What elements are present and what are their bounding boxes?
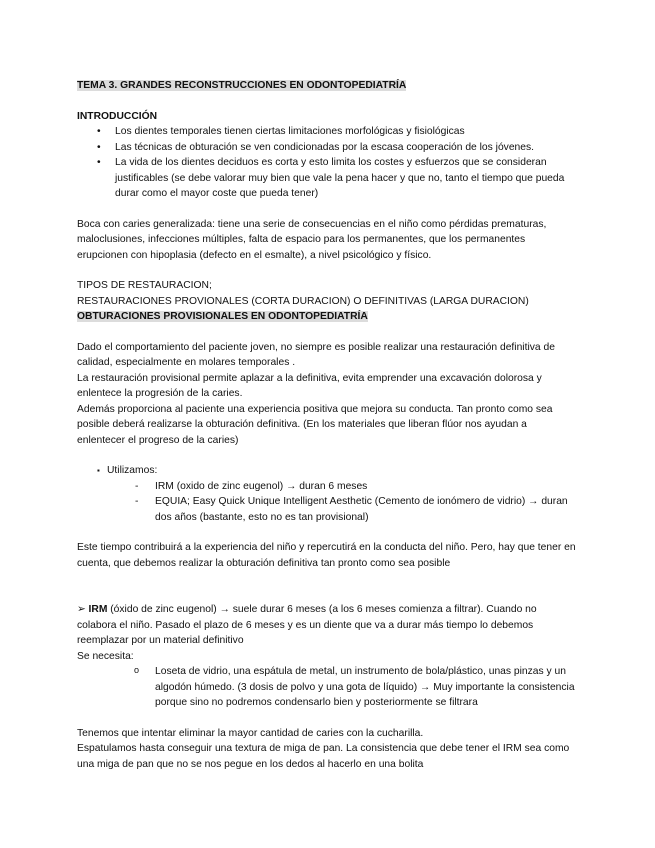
tiempo-paragraph: Este tiempo contribuirá a la experiencia del niño y repercutirá en la conducta del niño. Pero, hay que tener en cuenta, que debemos realizar la obturación definitiva tan pronto como sea posible: [77, 542, 576, 569]
list-item: - IRM (oxido de zinc eugenol) → duran 6 meses: [77, 479, 577, 495]
arrow-bullet-icon: ➢: [77, 604, 86, 615]
paragraph: Tenemos que intentar eliminar la mayor cantidad de caries con la cucharilla.: [77, 727, 424, 739]
obturaciones-heading: OBTURACIONES PROVISIONALES EN ODONTOPEDIATRÍA: [77, 311, 368, 322]
paragraph: Además proporciona al paciente una experiencia positiva que mejora su conducta. Tan pronto como sea posible deberá realizarse la obturación definitiva. (En los materiales que liberan flúor nos ayudan a enlentecer el progreso de la caries): [77, 403, 553, 446]
document-title: TEMA 3. GRANDES RECONSTRUCCIONES EN ODONTOPEDIATRÍA: [77, 80, 407, 91]
list-item: - EQUIA; Easy Quick Unique Intelligent Aesthetic (Cemento de ionómero de vidrio) → duran dos años (bastante, esto no es tan provisional): [77, 494, 577, 525]
list-item: • Los dientes temporales tienen ciertas limitaciones morfológicas y fisiológicas: [77, 124, 577, 140]
intro-bullet-list: [77, 124, 577, 202]
paragraph: La restauración provisional permite aplazar a la definitiva, evita emprender una excavación dolorosa y enlentece la progresión de la caries.: [77, 372, 542, 399]
paragraph: Dado el comportamiento del paciente joven, no siempre es posible realizar una restauración definitiva de calidad, especialmente en molares temporales .: [77, 341, 555, 368]
tipos-line: TIPOS DE RESTAURACION;: [77, 280, 212, 291]
irm-bold-label: IRM: [88, 604, 108, 615]
necesita-list: [77, 664, 577, 711]
document-page: [77, 78, 577, 772]
intro-heading: INTRODUCCIÓN: [77, 110, 158, 122]
paragraph: Espatulamos hasta conseguir una textura de miga de pan. La consistencia que debe tener el IRM sea como una miga de pan que no se nos pegue en los dedos al hacerlo en una bolita: [77, 743, 570, 770]
utilizamos-label: ▪ Utilizamos:: [77, 463, 577, 479]
tipos-line: RESTAURACIONES PROVIONALES (CORTA DURACION) O DEFINITIVAS (LARGA DURACION): [77, 295, 529, 307]
utilizamos-list: [77, 479, 577, 526]
list-item: o Loseta de vidrio, una espátula de metal, un instrumento de bola/plástico, unas pinzas y un algodón húmedo. (3 dosis de polvo y una gota de líquido) → Muy importante la consistencia porque sino no podremos condensarlo bien y posteriormente se filtrara: [77, 664, 577, 711]
list-item: • Las técnicas de obturación se ven condicionadas por la escasa cooperación de los jóvenes.: [77, 140, 577, 156]
irm-paragraph: [77, 602, 577, 649]
irm-text: (óxido de zinc eugenol) → suele durar 6 meses (a los 6 meses comienza a filtrar). Cuando no colabora el niño. Pasado el plazo de 6 meses y es un diente que va a durar más tiempo lo debemos reemplazar por un material definitivo: [77, 604, 537, 646]
caries-paragraph: Boca con caries generalizada: tiene una serie de consecuencias en el niño como pérdidas prematuras, maloclusiones, infecciones múltiples, falta de espacio para los permanentes, que los permanentes erupcionen con hipoplasia (defecto en el esmalte), a nivel psicológico y físico.: [77, 218, 547, 261]
list-item: • La vida de los dientes deciduos es corta y esto limita los costes y esfuerzos que se consideran justificables (se debe valorar muy bien que vale la pena hacer y que no, tanto el tiempo que pueda durar como el mayor coste que pueda tener): [77, 155, 577, 202]
necesita-label: Se necesita:: [77, 650, 134, 662]
